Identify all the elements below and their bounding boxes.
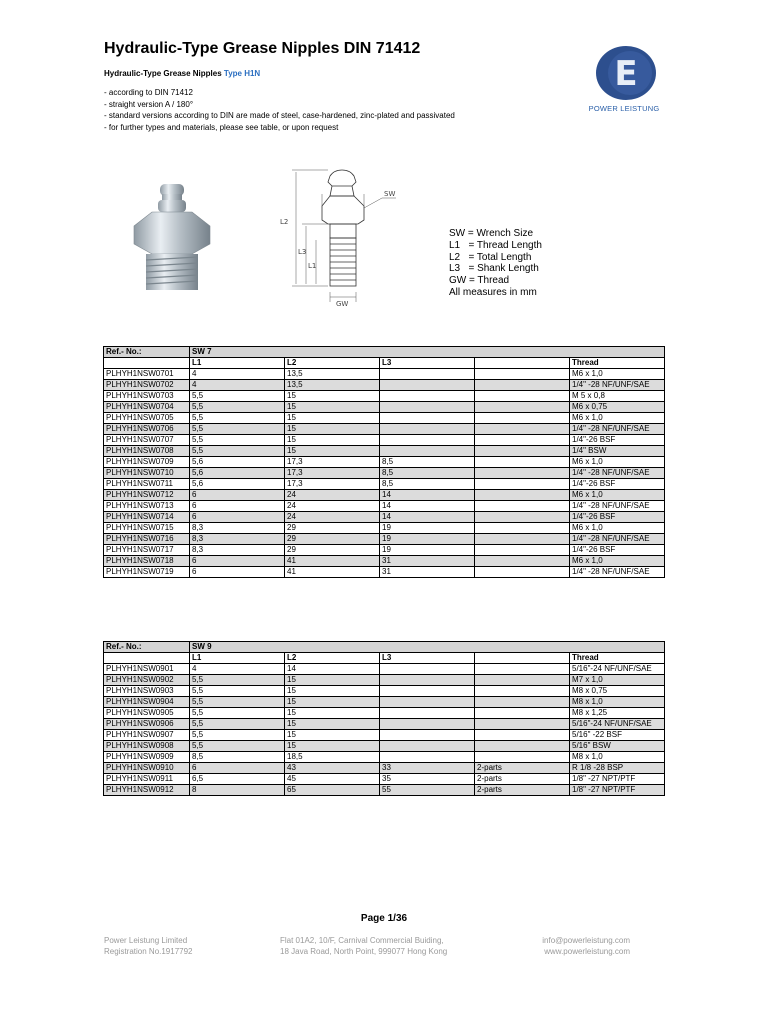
- table-cell: [380, 413, 475, 424]
- table-cell: 5,5: [190, 413, 285, 424]
- ref-no-cell: PLHYH1NSW0908: [104, 741, 190, 752]
- table-cell: [475, 556, 570, 567]
- feature-bullet: - straight version A / 180°: [104, 99, 194, 109]
- ref-no-cell: PLHYH1NSW0707: [104, 435, 190, 446]
- table-cell: 15: [285, 391, 380, 402]
- table-cell: [475, 424, 570, 435]
- drawing-label-l1: L1: [308, 262, 317, 270]
- table-cell: [475, 512, 570, 523]
- table-cell: 45: [285, 774, 380, 785]
- table-cell: [380, 435, 475, 446]
- table-cell: [475, 479, 570, 490]
- column-header-cell: L3: [380, 653, 475, 664]
- ref-no-cell: PLHYH1NSW0702: [104, 380, 190, 391]
- table-cell: [380, 686, 475, 697]
- legend-line: All measures in mm: [449, 286, 537, 298]
- table-cell: [380, 402, 475, 413]
- table-cell: 8,3: [190, 545, 285, 556]
- logo-wordmark: POWER LEISTUNG: [588, 104, 660, 113]
- table-row: [104, 512, 665, 523]
- table-cell: 41: [285, 556, 380, 567]
- footer-contact: [532, 936, 630, 957]
- footer-website-link[interactable]: www.powerleistung.com: [544, 946, 630, 956]
- table-cell: 6: [190, 763, 285, 774]
- table-cell: 6,5: [190, 774, 285, 785]
- column-header-cell: Thread: [570, 358, 665, 369]
- table-cell: 5,6: [190, 479, 285, 490]
- ref-no-cell: PLHYH1NSW0719: [104, 567, 190, 578]
- table-cell: 43: [285, 763, 380, 774]
- table-cell: 8,3: [190, 523, 285, 534]
- table-row: [104, 664, 665, 675]
- table-cell: [380, 708, 475, 719]
- ref-no-cell: PLHYH1NSW0705: [104, 413, 190, 424]
- table-cell: 5/16"-24 NF/UNF/SAE: [570, 664, 665, 675]
- technical-drawing: [272, 168, 422, 306]
- ref-no-cell: PLHYH1NSW0911: [104, 774, 190, 785]
- table-cell: 13,5: [285, 369, 380, 380]
- table-cell: [475, 697, 570, 708]
- ref-no-cell: PLHYH1NSW0706: [104, 424, 190, 435]
- table-header-row: [104, 642, 665, 653]
- ref-no-cell: PLHYH1NSW0703: [104, 391, 190, 402]
- table-cell: 1/8" -27 NPT/PTF: [570, 785, 665, 796]
- table-row: [104, 741, 665, 752]
- table-cell: 15: [285, 719, 380, 730]
- table-row: [104, 774, 665, 785]
- table-cell: 8,3: [190, 534, 285, 545]
- feature-bullet: - for further types and materials, please see table, or upon request: [104, 122, 339, 132]
- table-cell: 29: [285, 523, 380, 534]
- table-cell: 5/16" BSW: [570, 741, 665, 752]
- table-cell: [380, 664, 475, 675]
- column-header-cell: L2: [285, 653, 380, 664]
- table-row: [104, 369, 665, 380]
- ref-no-cell: PLHYH1NSW0903: [104, 686, 190, 697]
- table-cell: 15: [285, 686, 380, 697]
- table-row: [104, 391, 665, 402]
- table-cell: 5,5: [190, 686, 285, 697]
- table-cell: 2-parts: [475, 774, 570, 785]
- table-cell: [475, 523, 570, 534]
- table-cell: M6 x 1,0: [570, 490, 665, 501]
- table-row: [104, 457, 665, 468]
- table-cell: 5,5: [190, 424, 285, 435]
- table-cell: [380, 741, 475, 752]
- table-cell: 15: [285, 402, 380, 413]
- ref-no-cell: PLHYH1NSW0912: [104, 785, 190, 796]
- table-cell: 1/4" -28 NF/UNF/SAE: [570, 567, 665, 578]
- table-cell: [475, 435, 570, 446]
- table-cell: 6: [190, 501, 285, 512]
- table-cell: [475, 752, 570, 763]
- table-cell: 5,5: [190, 402, 285, 413]
- table-cell: 1/4"-26 BSF: [570, 479, 665, 490]
- table-cell: [380, 369, 475, 380]
- column-header-cell: [475, 358, 570, 369]
- page-number: Page 1/36: [360, 913, 408, 924]
- table-row: [104, 424, 665, 435]
- ref-no-cell: PLHYH1NSW0713: [104, 501, 190, 512]
- table-row: [104, 567, 665, 578]
- ref-header-cell: Ref.- No.:: [104, 347, 190, 358]
- table-cell: 17,3: [285, 479, 380, 490]
- table-cell: [475, 686, 570, 697]
- table-header-row: [104, 347, 665, 358]
- ref-no-cell: PLHYH1NSW0712: [104, 490, 190, 501]
- table-row: [104, 785, 665, 796]
- table-cell: 29: [285, 545, 380, 556]
- table-cell: 15: [285, 730, 380, 741]
- table-cell: 15: [285, 413, 380, 424]
- table-cell: [475, 719, 570, 730]
- ref-no-cell: PLHYH1NSW0907: [104, 730, 190, 741]
- spec-table-sw7: [103, 346, 665, 578]
- column-header-cell: L1: [190, 653, 285, 664]
- table-cell: [475, 380, 570, 391]
- table-cell: 31: [380, 567, 475, 578]
- table-cell: [475, 708, 570, 719]
- drawing-label-sw: SW: [384, 190, 396, 198]
- grease-nipple-photo: [122, 178, 222, 298]
- column-header-cell: L1: [190, 358, 285, 369]
- table-cell: 2-parts: [475, 763, 570, 774]
- table-cell: M 5 x 0,8: [570, 391, 665, 402]
- footer-email-link[interactable]: info@powerleistung.com: [542, 936, 630, 945]
- ref-no-cell: PLHYH1NSW0906: [104, 719, 190, 730]
- page-title: Hydraulic-Type Grease Nipples DIN 71412: [104, 40, 421, 57]
- column-header-cell: L2: [285, 358, 380, 369]
- feature-bullet: - according to DIN 71412: [104, 88, 193, 97]
- group-header-cell: SW 7: [190, 347, 665, 358]
- table-row: [104, 446, 665, 457]
- table-cell: [475, 545, 570, 556]
- table-cell: 35: [380, 774, 475, 785]
- table-cell: M6 x 1,0: [570, 457, 665, 468]
- table-cell: 5,5: [190, 741, 285, 752]
- table-cell: 5,5: [190, 697, 285, 708]
- table-cell: [475, 369, 570, 380]
- table-row: [104, 380, 665, 391]
- feature-bullet: - standard versions according to DIN are made of steel, case-hardened, zinc-plated and passivated: [104, 111, 455, 120]
- table-row: [104, 556, 665, 567]
- table-cell: M6 x 0,75: [570, 402, 665, 413]
- table-cell: 5,5: [190, 719, 285, 730]
- ref-no-cell: PLHYH1NSW0718: [104, 556, 190, 567]
- table-cell: 4: [190, 380, 285, 391]
- drawing-label-l2: L2: [280, 218, 289, 226]
- ref-no-cell: PLHYH1NSW0910: [104, 763, 190, 774]
- table-row: [104, 479, 665, 490]
- ref-no-cell: PLHYH1NSW0717: [104, 545, 190, 556]
- table-cell: 14: [380, 512, 475, 523]
- table-cell: 17,3: [285, 468, 380, 479]
- table-cell: [475, 567, 570, 578]
- table-cell: 5,6: [190, 457, 285, 468]
- table-cell: 1/4"-26 BSF: [570, 512, 665, 523]
- table-row: [104, 686, 665, 697]
- table-cell: 15: [285, 446, 380, 457]
- table-cell: 6: [190, 567, 285, 578]
- table-cell: 15: [285, 675, 380, 686]
- table-cell: [380, 730, 475, 741]
- table-cell: [475, 468, 570, 479]
- table-cell: [475, 664, 570, 675]
- ref-no-cell: PLHYH1NSW0902: [104, 675, 190, 686]
- column-header-row: [104, 653, 665, 664]
- ref-header-cell: Ref.- No.:: [104, 642, 190, 653]
- column-header-cell: Thread: [570, 653, 665, 664]
- ref-no-cell: PLHYH1NSW0709: [104, 457, 190, 468]
- table-cell: 15: [285, 741, 380, 752]
- table-cell: 1/8" -27 NPT/PTF: [570, 774, 665, 785]
- table-cell: 1/4" -28 NF/UNF/SAE: [570, 534, 665, 545]
- table-cell: M8 x 1,0: [570, 697, 665, 708]
- table-cell: 1/4" -28 NF/UNF/SAE: [570, 380, 665, 391]
- table-row: [104, 402, 665, 413]
- table-cell: [475, 741, 570, 752]
- legend-line: L3 = Shank Length: [449, 263, 539, 275]
- table-cell: 4: [190, 369, 285, 380]
- table-cell: 14: [380, 490, 475, 501]
- table-cell: 15: [285, 708, 380, 719]
- table-row: [104, 501, 665, 512]
- table-cell: M6 x 1,0: [570, 413, 665, 424]
- table-cell: 19: [380, 523, 475, 534]
- table-cell: 8,5: [380, 457, 475, 468]
- table-cell: M7 x 1,0: [570, 675, 665, 686]
- table-cell: 5,6: [190, 468, 285, 479]
- table-cell: [475, 490, 570, 501]
- table-row: [104, 490, 665, 501]
- table-cell: 31: [380, 556, 475, 567]
- table-cell: 4: [190, 664, 285, 675]
- table-cell: 15: [285, 697, 380, 708]
- drawing-label-gw: GW: [336, 300, 349, 306]
- table-cell: M8 x 1,0: [570, 752, 665, 763]
- table-cell: 13,5: [285, 380, 380, 391]
- ref-no-cell: PLHYH1NSW0909: [104, 752, 190, 763]
- table-cell: [475, 446, 570, 457]
- table-cell: 55: [380, 785, 475, 796]
- subtitle-prefix: Hydraulic-Type Grease Nipples: [104, 69, 224, 78]
- legend-line: L1 = Thread Length: [449, 239, 542, 251]
- table-cell: [380, 752, 475, 763]
- legend-line: GW = Thread: [449, 275, 510, 287]
- table-cell: 1/4" BSW: [570, 446, 665, 457]
- ref-no-cell: PLHYH1NSW0715: [104, 523, 190, 534]
- table-cell: 8: [190, 785, 285, 796]
- table-cell: M8 x 1,25: [570, 708, 665, 719]
- footer-address: [280, 936, 447, 957]
- table-cell: [475, 391, 570, 402]
- table-cell: 33: [380, 763, 475, 774]
- table-row: [104, 435, 665, 446]
- column-header-cell: L3: [380, 358, 475, 369]
- feature-list: [104, 87, 455, 133]
- table-cell: M8 x 0,75: [570, 686, 665, 697]
- table-cell: 2-parts: [475, 785, 570, 796]
- table-cell: 5,5: [190, 708, 285, 719]
- spec-table-sw9: [103, 641, 665, 796]
- footer-company: [104, 936, 193, 957]
- table-row: [104, 763, 665, 774]
- column-header-cell: [475, 653, 570, 664]
- table-cell: [380, 391, 475, 402]
- table-cell: 1/4"-26 BSF: [570, 435, 665, 446]
- table-row: [104, 523, 665, 534]
- ref-no-cell: PLHYH1NSW0710: [104, 468, 190, 479]
- table-cell: [380, 424, 475, 435]
- table-cell: 5,5: [190, 391, 285, 402]
- table-cell: 15: [285, 424, 380, 435]
- table-cell: 6: [190, 512, 285, 523]
- table-cell: [475, 501, 570, 512]
- product-type-label: Type H1N: [223, 69, 261, 78]
- table-row: [104, 730, 665, 741]
- footer-registration: Registration No.1917792: [104, 946, 193, 956]
- table-cell: R 1/8 -28 BSP: [570, 763, 665, 774]
- table-cell: 5,5: [190, 435, 285, 446]
- logo-letter: E: [614, 54, 638, 94]
- table-cell: 65: [285, 785, 380, 796]
- table-row: [104, 468, 665, 479]
- table-cell: 5,5: [190, 675, 285, 686]
- ref-no-cell: PLHYH1NSW0708: [104, 446, 190, 457]
- ref-no-cell: PLHYH1NSW0901: [104, 664, 190, 675]
- table-row: [104, 534, 665, 545]
- column-header-cell: [104, 358, 190, 369]
- ref-no-cell: PLHYH1NSW0904: [104, 697, 190, 708]
- group-header-cell: SW 9: [190, 642, 665, 653]
- drawing-label-l3: L3: [298, 248, 307, 256]
- table-row: [104, 697, 665, 708]
- table-cell: [380, 380, 475, 391]
- table-row: [104, 675, 665, 686]
- table-row: [104, 719, 665, 730]
- column-header-cell: [104, 653, 190, 664]
- table-cell: M6 x 1,0: [570, 523, 665, 534]
- table-row: [104, 545, 665, 556]
- ref-no-cell: PLHYH1NSW0714: [104, 512, 190, 523]
- table-cell: 24: [285, 501, 380, 512]
- table-row: [104, 708, 665, 719]
- legend-line: SW = Wrench Size: [449, 228, 534, 239]
- footer-address-line: Flat 01A2, 10/F, Carnival Commercial Buiding,: [280, 936, 444, 945]
- legend-line: L2 = Total Length: [449, 251, 532, 263]
- table-cell: 19: [380, 545, 475, 556]
- footer-company-name: Power Leistung Limited: [104, 936, 188, 945]
- table-cell: [380, 446, 475, 457]
- table-cell: [380, 697, 475, 708]
- ref-no-cell: PLHYH1NSW0704: [104, 402, 190, 413]
- table-cell: 24: [285, 490, 380, 501]
- table-cell: [475, 413, 570, 424]
- table-cell: 17,3: [285, 457, 380, 468]
- table-cell: 1/4"-26 BSF: [570, 545, 665, 556]
- table-cell: 18,5: [285, 752, 380, 763]
- table-cell: 8,5: [190, 752, 285, 763]
- table-cell: 15: [285, 435, 380, 446]
- table-cell: 5/16" -22 BSF: [570, 730, 665, 741]
- product-subtitle: [104, 69, 260, 78]
- table-cell: 41: [285, 567, 380, 578]
- table-cell: 24: [285, 512, 380, 523]
- table-cell: 14: [380, 501, 475, 512]
- table-cell: [475, 457, 570, 468]
- table-cell: 8,5: [380, 468, 475, 479]
- table-cell: 5,5: [190, 446, 285, 457]
- table-cell: [475, 534, 570, 545]
- table-cell: 6: [190, 556, 285, 567]
- table-cell: [475, 730, 570, 741]
- ref-no-cell: PLHYH1NSW0905: [104, 708, 190, 719]
- table-cell: [475, 675, 570, 686]
- table-cell: 1/4" -28 NF/UNF/SAE: [570, 501, 665, 512]
- table-cell: M6 x 1,0: [570, 556, 665, 567]
- ref-no-cell: PLHYH1NSW0711: [104, 479, 190, 490]
- footer-address-line: 18 Java Road, North Point, 999077 Hong Kong: [280, 946, 448, 956]
- table-row: [104, 752, 665, 763]
- table-cell: 14: [285, 664, 380, 675]
- table-cell: 6: [190, 490, 285, 501]
- table-cell: 8,5: [380, 479, 475, 490]
- table-cell: 29: [285, 534, 380, 545]
- table-cell: [475, 402, 570, 413]
- table-cell: 19: [380, 534, 475, 545]
- table-row: [104, 413, 665, 424]
- ref-no-cell: PLHYH1NSW0716: [104, 534, 190, 545]
- table-cell: 1/4" -28 NF/UNF/SAE: [570, 468, 665, 479]
- table-cell: 5,5: [190, 730, 285, 741]
- dimension-legend: [449, 228, 542, 299]
- table-cell: 5/16"-24 NF/UNF/SAE: [570, 719, 665, 730]
- table-cell: [380, 675, 475, 686]
- column-header-row: [104, 358, 665, 369]
- table-cell: [380, 719, 475, 730]
- table-cell: M6 x 1,0: [570, 369, 665, 380]
- table-cell: 1/4" -28 NF/UNF/SAE: [570, 424, 665, 435]
- ref-no-cell: PLHYH1NSW0701: [104, 369, 190, 380]
